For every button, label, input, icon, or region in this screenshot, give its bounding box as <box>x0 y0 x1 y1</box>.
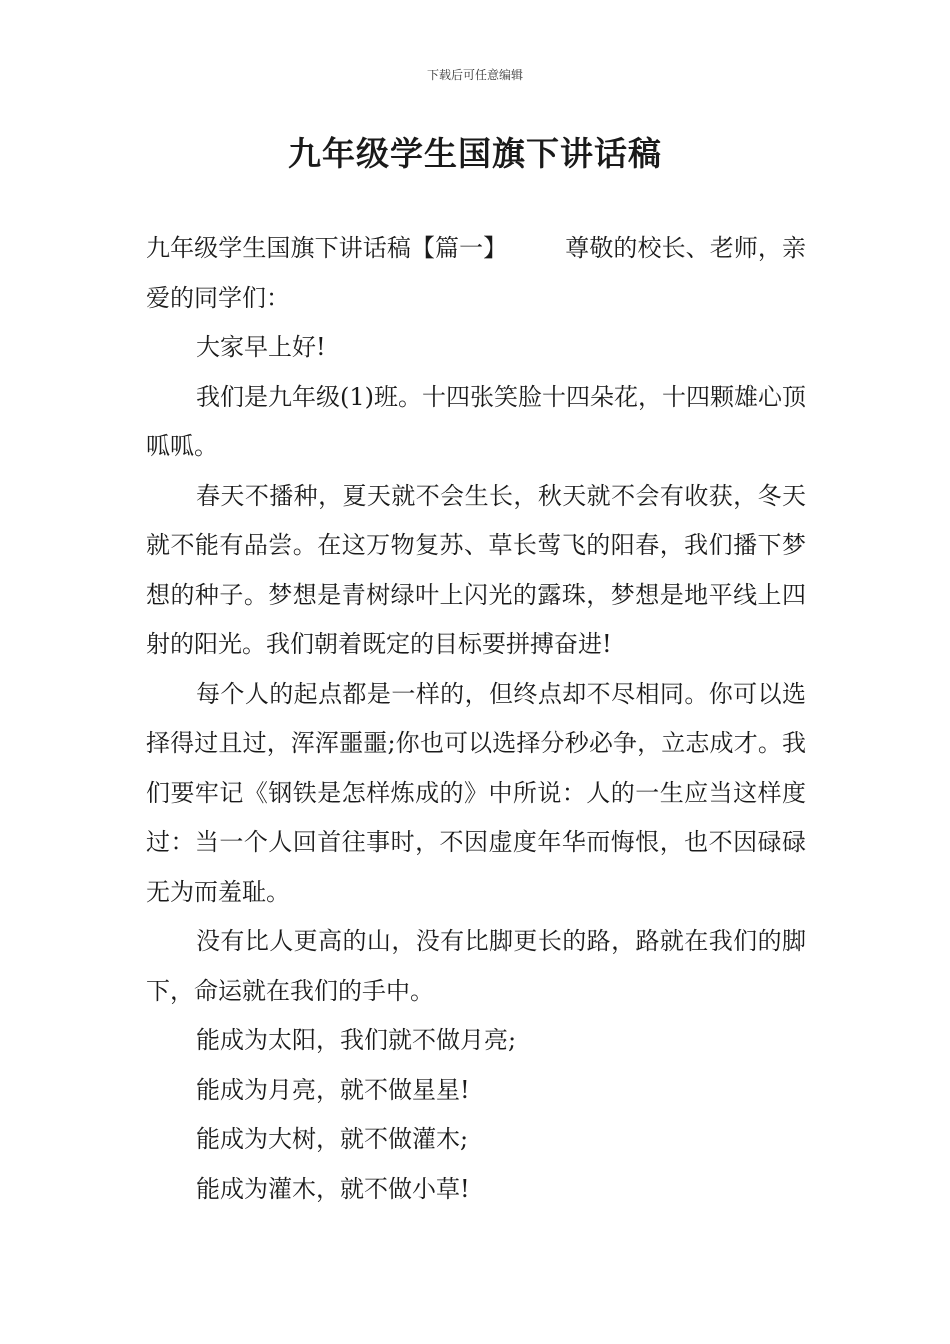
paragraph: 没有比人更高的山，没有比脚更长的路，路就在我们的脚下，命运就在我们的手中。 <box>146 927 806 1005</box>
document-title: 九年级学生国旗下讲话稿 <box>288 134 662 173</box>
document-body <box>146 224 806 1214</box>
paragraph: 春天不播种，夏天就不会生长，秋天就不会有收获，冬天就不能有品尝。在这万物复苏、草长莺飞的阳春，我们播下梦想的种子。梦想是青树绿叶上闪光的露珠，梦想是地平线上四射的阳光。我们朝着既定的目标要拼搏奋进! <box>146 481 806 658</box>
poem-line: 能成为大树，就不做灌木; <box>196 1125 469 1153</box>
header-note: 下载后可任意编辑 <box>426 68 523 82</box>
poem-line: 能成为月亮，就不做星星! <box>196 1075 470 1104</box>
paragraph: 我们是九年级(1)班。十四张笑脸十四朵花，十四颗雄心顶呱呱。 <box>146 382 806 460</box>
salutation: 尊敬的校长、老师，亲爱的同学们： <box>146 234 806 312</box>
intro-paragraph <box>146 224 806 323</box>
section-heading: 九年级学生国旗下讲话稿【篇一】 <box>146 234 508 262</box>
paragraph: 大家早上好! <box>196 333 326 361</box>
poem-line: 能成为灌木，就不做小草! <box>196 1174 470 1203</box>
poem-line: 能成为太阳，我们就不做月亮; <box>196 1026 517 1054</box>
paragraph: 每个人的起点都是一样的，但终点却不尽相同。你可以选择得过且过，浑浑噩噩;你也可以选择分秒必争，立志成才。我们要牢记《钢铁是怎样炼成的》中所说：人的一生应当这样度过：当一个人回首往事时，不因虚度年华而悔恨，也不因碌碌无为而羞耻。 <box>146 679 806 906</box>
